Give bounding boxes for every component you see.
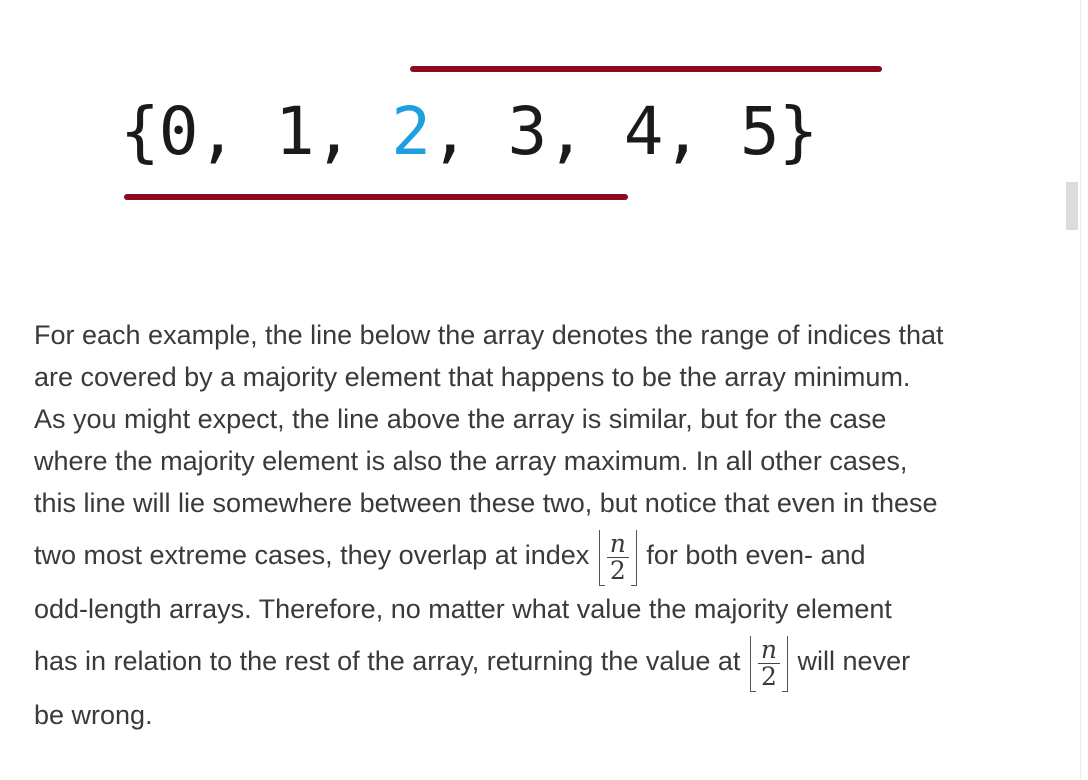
array-separator: , [662,93,740,170]
array-element: 5 [739,93,779,170]
array-element: 3 [507,93,547,170]
array-separator: , [546,93,624,170]
majority-maximum-range-line [410,66,882,72]
paragraph-text: for both even- and [646,540,866,570]
floor-n-over-2-formula [599,526,637,588]
array-figure [0,0,1088,260]
scrollbar-track [1080,0,1081,780]
paragraph-line: odd-length arrays. Therefore, no matter what value the majority element [34,593,892,624]
array-literal [120,92,817,172]
array-separator: , [197,93,275,170]
array-close-brace: } [778,93,818,170]
paragraph-line: this line will lie somewhere between these two, but notice that even in these [34,488,938,518]
floor-n-over-2-formula [750,632,788,694]
array-element: 4 [623,93,663,170]
paragraph-line: As you might expect, the line above the array is similar, but for the case [34,404,887,434]
array-separator: , [429,93,508,170]
paragraph-line-with-formula [34,630,1034,694]
paragraph-line: be wrong. [34,699,153,730]
scrollbar-thumb[interactable] [1066,182,1078,230]
fraction [758,634,780,691]
paragraph-line: For each example, the line below the array denotes the range of indices that [34,320,944,350]
paragraph-line: where the majority element is also the array maximum. In all other cases, [34,446,908,476]
majority-minimum-range-line [124,194,628,200]
array-open-brace: { [120,93,159,170]
fraction-numerator: n [609,528,626,558]
paragraph-line: are covered by a majority element that happens to be the array minimum. [34,362,911,392]
array-element: 1 [274,93,314,170]
fraction [607,528,629,585]
fraction-numerator: n [760,634,778,664]
array-element: 0 [158,93,198,170]
paragraph-line-with-formula [34,524,1034,588]
array-element-highlighted: 2 [391,93,430,170]
paragraph-text: two most extreme cases, they overlap at index [34,540,590,570]
fraction-denominator: 2 [607,557,629,584]
array-separator: , [313,93,392,170]
paragraph-text: has in relation to the rest of the array, returning the value at [34,645,741,676]
fraction-denominator: 2 [758,663,780,690]
paragraph-text: will never [797,645,911,676]
explanation-paragraph [34,314,1034,736]
